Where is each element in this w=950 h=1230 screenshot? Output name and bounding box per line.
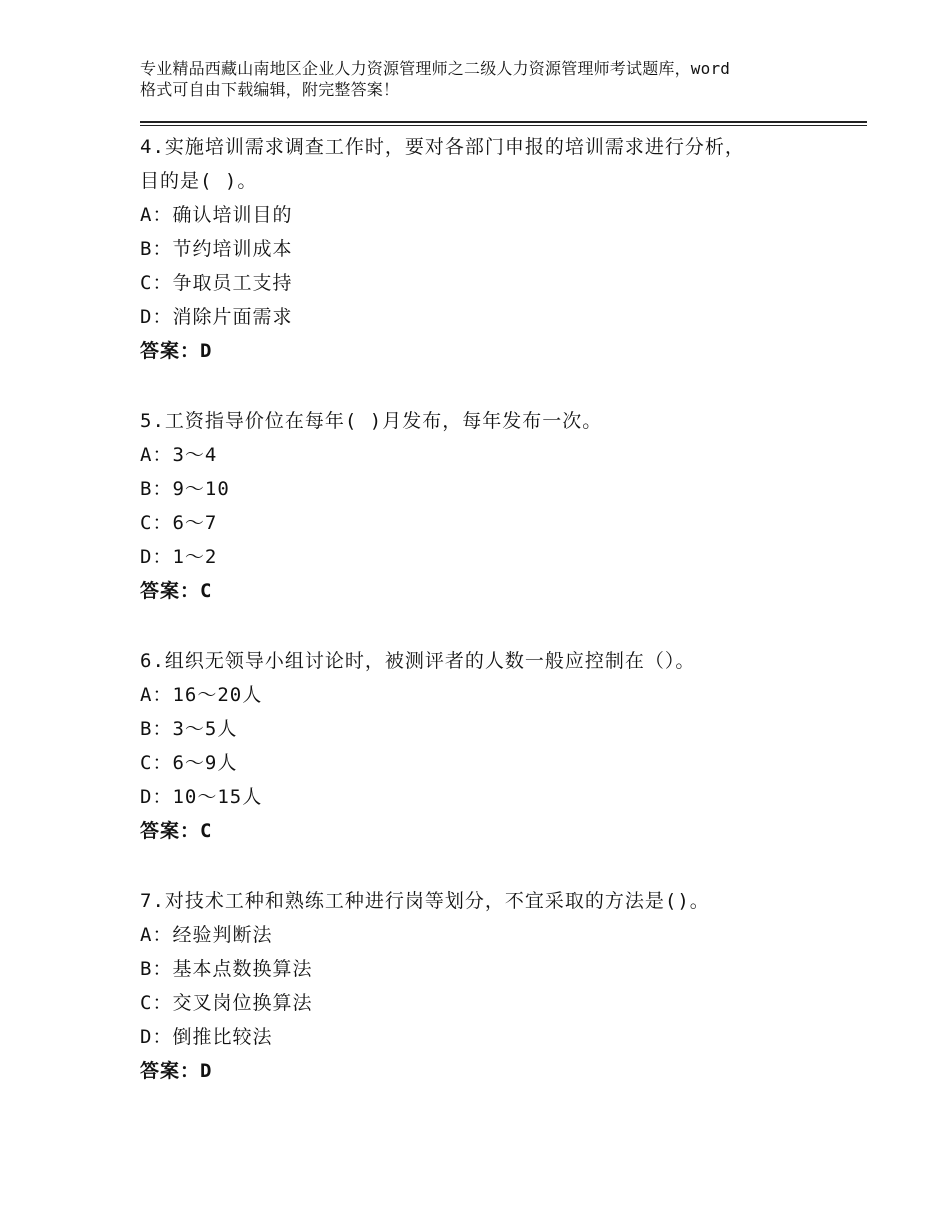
header-line-1: 专业精品西藏山南地区企业人力资源管理师之二级人力资源管理师考试题库，word: [140, 59, 731, 78]
option-d: D：1～2: [140, 546, 218, 568]
question-stem: 6.组织无领导小组讨论时，被测评者的人数一般应控制在（）。: [140, 650, 696, 672]
option-d: D：10～15人: [140, 786, 263, 808]
option-a: A：16～20人: [140, 684, 263, 706]
spacer: [140, 608, 860, 644]
answer-label: 答案：C: [140, 820, 213, 842]
document-header: [140, 58, 840, 100]
option-c: C：6～7: [140, 512, 218, 534]
option-b: B：节约培训成本: [140, 238, 293, 260]
question-7: [140, 884, 860, 1088]
question-stem: 4.实施培训需求调查工作时，要对各部门申报的培训需求进行分析，: [140, 136, 745, 158]
answer-label: 答案：C: [140, 580, 213, 602]
spacer: [140, 368, 860, 404]
option-a: A：3～4: [140, 444, 218, 466]
option-c: C：争取员工支持: [140, 272, 293, 294]
question-4: [140, 130, 860, 368]
question-list: [140, 130, 860, 1088]
header-divider-thin: [140, 125, 867, 126]
question-5: [140, 404, 860, 608]
question-stem: 目的是( )。: [140, 170, 258, 192]
option-c: C：6～9人: [140, 752, 238, 774]
question-stem: 7.对技术工种和熟练工种进行岗等划分，不宜采取的方法是()。: [140, 890, 710, 912]
answer-label: 答案：D: [140, 340, 213, 362]
option-d: D：倒推比较法: [140, 1026, 273, 1048]
spacer: [140, 848, 860, 884]
option-a: A：确认培训目的: [140, 204, 293, 226]
question-6: [140, 644, 860, 848]
question-stem: 5.工资指导价位在每年( )月发布，每年发布一次。: [140, 410, 603, 432]
option-d: D：消除片面需求: [140, 306, 293, 328]
option-b: B：9～10: [140, 478, 230, 500]
option-b: B：3～5人: [140, 718, 238, 740]
option-c: C：交叉岗位换算法: [140, 992, 313, 1014]
header-divider-thick: [140, 121, 867, 123]
option-a: A：经验判断法: [140, 924, 273, 946]
answer-label: 答案：D: [140, 1060, 213, 1082]
header-line-2: 格式可自由下载编辑，附完整答案！: [140, 80, 400, 99]
option-b: B：基本点数换算法: [140, 958, 313, 980]
